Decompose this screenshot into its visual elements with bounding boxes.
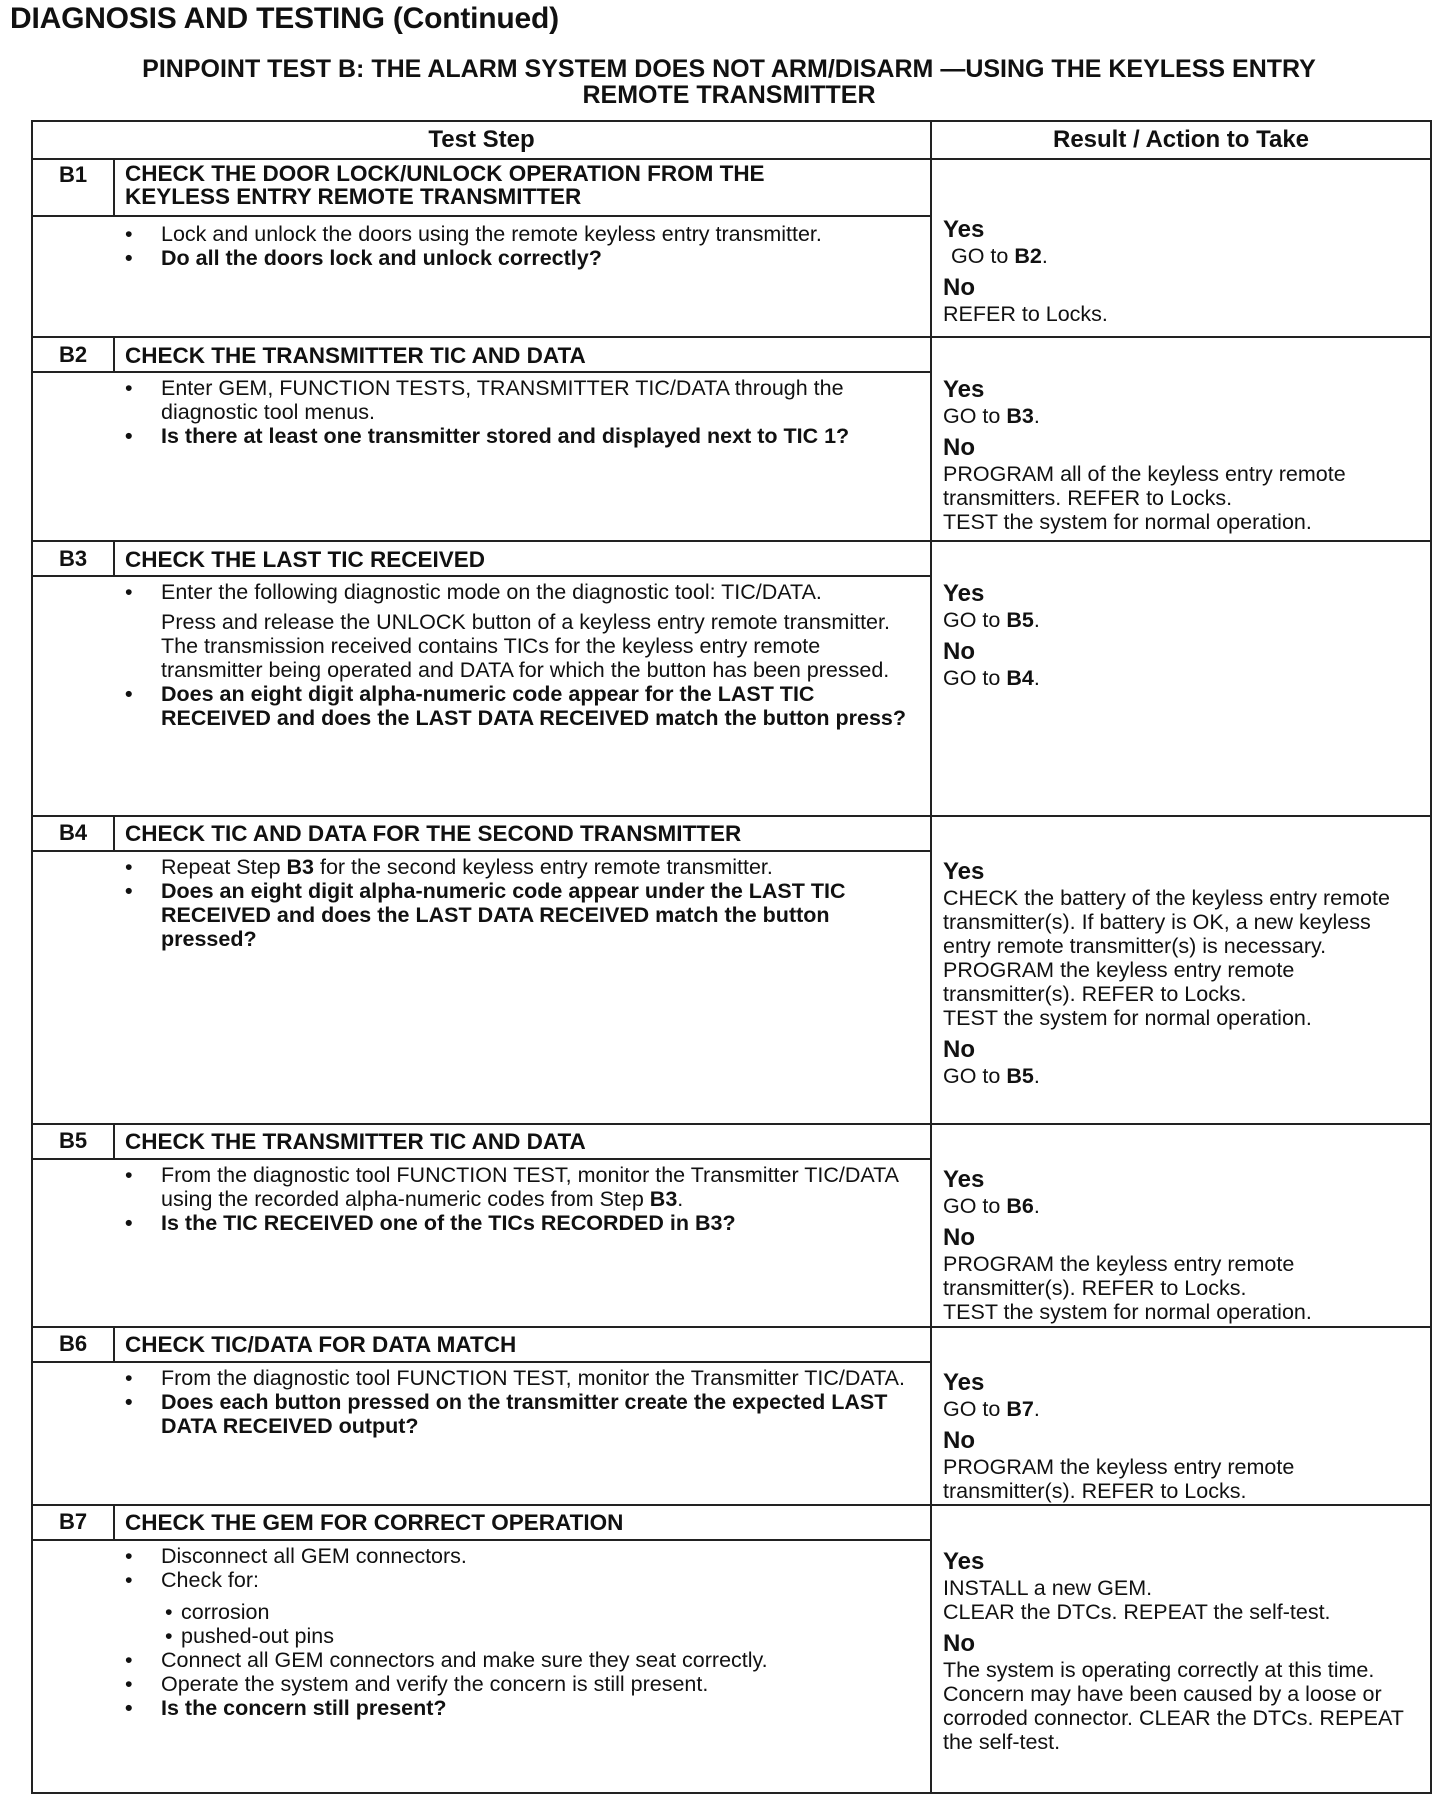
no-label: No: [943, 274, 975, 301]
step-title: [125, 162, 925, 208]
no-label: No: [943, 1224, 975, 1251]
question-item: • Does each button pressed on the transmitter create the expected LAST DATA RECEIVED output?: [119, 1390, 919, 1438]
question-item: • Is the TIC RECEIVED one of the TICs RECORDED in B3?: [119, 1211, 919, 1235]
question-item: • Does an eight digit alpha-numeric code appear under the LAST TIC RECEIVED and does the LAST DATA RECEIVED match the button pressed?: [119, 879, 919, 951]
step-rule: [33, 815, 1430, 817]
step-title-rule: [33, 575, 931, 577]
instruction-item: • Operate the system and verify the concern is still present.: [119, 1672, 919, 1696]
step-rule: [33, 1123, 1430, 1125]
step-title: [125, 344, 925, 367]
step-reference: B4: [1006, 666, 1034, 690]
step-reference: B5: [1006, 1064, 1034, 1088]
no-action-test: TEST the system for normal operation.: [943, 1300, 1312, 1324]
step-title-line1: CHECK THE LAST TIC RECEIVED: [125, 547, 486, 572]
yes-action-clear: CLEAR the DTCs. REPEAT the self-test.: [943, 1600, 1331, 1624]
yes-action: CHECK the battery of the keyless entry remote transmitter(s). If battery is OK, a new keyless entry remote transmitter(s) is necessary. PROGRAM the keyless entry remote transmitter(s). REFER to Locks.: [943, 886, 1390, 1006]
step-reference: B5: [1006, 608, 1034, 632]
step-title-rule: [33, 1361, 931, 1363]
step-reference: B6: [1006, 1194, 1034, 1218]
header-rule: [33, 158, 1430, 160]
step-title-line1: CHECK THE DOOR LOCK/UNLOCK OPERATION FROM THE: [125, 161, 765, 186]
instruction-paragraph: Press and release the UNLOCK button of a keyless entry remote transmitter. The transmission received contains TICs for the keyless entry remote transmitter being operated and DATA for which the button has been pressed.: [161, 610, 890, 682]
yes-action: GO to B5.: [943, 608, 1040, 632]
check-item: • pushed-out pins: [119, 1624, 919, 1648]
step-id: B6: [58, 1331, 88, 1356]
instruction-item: • Repeat Step B3 for the second keyless entry remote transmitter.: [119, 855, 919, 879]
no-label: No: [943, 1630, 975, 1657]
no-action: GO to B5.: [943, 1064, 1040, 1088]
step-title-rule: [33, 850, 931, 852]
step-title-rule: [33, 215, 931, 217]
step-result: [943, 1367, 1423, 1503]
step-instructions: [119, 1544, 919, 1720]
step-instructions: [119, 580, 919, 730]
instruction-item: • Lock and unlock the doors using the remote keyless entry transmitter.: [119, 222, 919, 246]
pinpoint-test-table: [31, 120, 1432, 1794]
yes-label: Yes: [943, 580, 985, 607]
step-title-line1: CHECK THE GEM FOR CORRECT OPERATION: [125, 1510, 624, 1535]
step-title-line1: CHECK TIC AND DATA FOR THE SECOND TRANSMITTER: [125, 821, 742, 846]
step-rule: [33, 336, 1430, 338]
yes-label: Yes: [943, 1548, 985, 1575]
instruction-item: • From the diagnostic tool FUNCTION TEST, monitor the Transmitter TIC/DATA.: [119, 1366, 919, 1390]
no-label: No: [943, 1036, 975, 1063]
pinpoint-test-heading-line1: PINPOINT TEST B: THE ALARM SYSTEM DOES NOT ARM/DISARM —USING THE KEYLESS ENTRY: [142, 55, 1316, 83]
no-label: No: [943, 638, 975, 665]
step-id-divider: [113, 1326, 115, 1362]
yes-action: GO to B6.: [943, 1194, 1040, 1218]
instruction-item: • Disconnect all GEM connectors.: [119, 1544, 919, 1568]
step-title: [125, 1511, 925, 1534]
question-item: • Does an eight digit alpha-numeric code appear for the LAST TIC RECEIVED and does the LAST DATA RECEIVED match the button press?: [119, 682, 919, 730]
step-title: [125, 548, 925, 571]
page-title: DIAGNOSIS AND TESTING (Continued): [10, 2, 559, 35]
step-title-rule: [33, 371, 931, 373]
step-title-rule: [33, 1539, 931, 1541]
question-item: • Do all the doors lock and unlock correctly?: [119, 246, 919, 270]
step-reference: B3: [649, 1187, 678, 1211]
step-title-line1: CHECK THE TRANSMITTER TIC AND DATA: [125, 343, 586, 368]
instruction-item: • Enter the following diagnostic mode on the diagnostic tool: TIC/DATA.: [119, 580, 919, 604]
step-title: [125, 822, 925, 845]
step-rule: [33, 1326, 1430, 1328]
step-instructions: [119, 222, 919, 270]
step-result: [943, 578, 1423, 690]
instruction-item: • Check for:: [119, 1568, 919, 1592]
step-id-divider: [113, 1123, 115, 1159]
no-label: No: [943, 1427, 975, 1454]
instruction-item: • Enter GEM, FUNCTION TESTS, TRANSMITTER TIC/DATA through the diagnostic tool menus.: [119, 376, 919, 424]
yes-label: Yes: [943, 376, 985, 403]
step-id-divider: [113, 540, 115, 576]
step-result: [943, 1164, 1423, 1324]
step-id: B3: [58, 546, 88, 571]
step-id: B5: [58, 1128, 88, 1153]
step-instructions: [119, 855, 919, 951]
step-rule: [33, 1504, 1430, 1506]
step-id-divider: [113, 158, 115, 216]
yes-label: Yes: [943, 1369, 985, 1396]
no-action: PROGRAM the keyless entry remote transmitter(s). REFER to Locks.: [943, 1455, 1295, 1503]
yes-action-test: TEST the system for normal operation.: [943, 1006, 1312, 1030]
no-label: No: [943, 434, 975, 461]
step-title: [125, 1333, 925, 1356]
step-result: [943, 856, 1423, 1088]
yes-action: INSTALL a new GEM.: [943, 1576, 1153, 1600]
pinpoint-test-heading: [30, 56, 1428, 108]
step-reference: B3: [1006, 404, 1034, 428]
step-title-line1: CHECK TIC/DATA FOR DATA MATCH: [125, 1332, 517, 1357]
check-item: • corrosion: [119, 1600, 919, 1624]
step-id: B7: [58, 1509, 88, 1534]
no-action-test: TEST the system for normal operation.: [943, 510, 1312, 534]
no-action: The system is operating correctly at this time. Concern may have been caused by a loose or corroded connector. CLEAR the DTCs. REPEAT the self-test.: [943, 1658, 1404, 1754]
yes-label: Yes: [943, 858, 985, 885]
no-action: PROGRAM the keyless entry remote transmitter(s). REFER to Locks.: [943, 1252, 1295, 1300]
yes-label: Yes: [943, 216, 985, 243]
step-id: B2: [58, 342, 88, 367]
column-header-result: Result / Action to Take: [1052, 126, 1310, 153]
question-item: • Is there at least one transmitter stored and displayed next to TIC 1?: [119, 424, 919, 448]
step-reference: B7: [1006, 1397, 1034, 1421]
no-action: REFER to Locks.: [943, 302, 1108, 326]
step-id-divider: [113, 815, 115, 851]
step-reference: B3: [286, 855, 314, 879]
yes-action: GO to B7.: [943, 1397, 1040, 1421]
step-instructions: [119, 1366, 919, 1438]
step-result: [943, 374, 1423, 534]
yes-label: Yes: [943, 1166, 985, 1193]
step-result: [943, 1546, 1423, 1754]
step-title: [125, 1130, 925, 1153]
no-action: PROGRAM all of the keyless entry remote transmitters. REFER to Locks.: [943, 462, 1346, 510]
yes-action: GO to B3.: [943, 404, 1040, 428]
instruction-item: • Connect all GEM connectors and make sure they seat correctly.: [119, 1648, 919, 1672]
step-id-divider: [113, 1504, 115, 1540]
step-id: B1: [58, 162, 88, 187]
question-item: • Is the concern still present?: [119, 1696, 919, 1720]
step-instructions: [119, 376, 919, 448]
step-instructions: [119, 1163, 919, 1235]
step-id-divider: [113, 336, 115, 372]
step-title-line2: KEYLESS ENTRY REMOTE TRANSMITTER: [125, 184, 582, 209]
step-title-rule: [33, 1158, 931, 1160]
step-rule: [33, 540, 1430, 542]
step-reference: B2: [1014, 244, 1042, 268]
yes-action: GO to B2.: [951, 244, 1048, 268]
step-id: B4: [58, 820, 88, 845]
column-header-test-step: Test Step: [428, 126, 535, 153]
step-result: [943, 214, 1423, 326]
pinpoint-test-heading-line2: REMOTE TRANSMITTER: [582, 81, 876, 109]
no-action: GO to B4.: [943, 666, 1040, 690]
instruction-item: • From the diagnostic tool FUNCTION TEST, monitor the Transmitter TIC/DATA using the recorded alpha-numeric codes from Step B3.: [119, 1163, 919, 1211]
step-title-line1: CHECK THE TRANSMITTER TIC AND DATA: [125, 1129, 586, 1154]
